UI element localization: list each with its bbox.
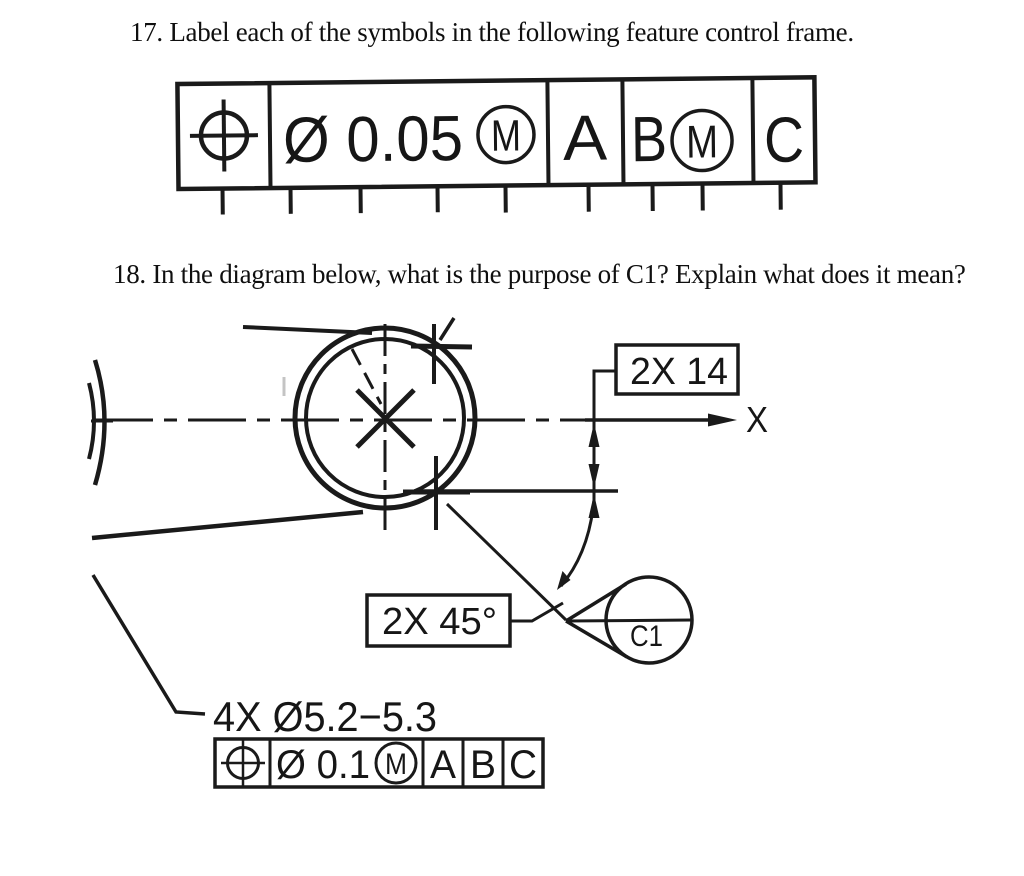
chamfer-dim-leader	[510, 603, 563, 621]
fcf-bottom-datum-b: B	[470, 743, 496, 787]
fcf-top-tolerance-value: Ø 0.05	[282, 101, 476, 176]
hole-note-text: 4X Ø5.2−5.3	[213, 693, 437, 740]
fcf-top-modifier-letter: M	[490, 111, 528, 161]
feature-control-frame-top	[177, 77, 815, 216]
dim-arrowhead-up-1	[589, 423, 600, 447]
mmc-modifier-icon	[478, 106, 535, 163]
fcf-top-datum-b-modifier: M	[685, 115, 725, 168]
spacing-dim-box	[616, 345, 738, 394]
fcf-top-datum-c: C	[763, 103, 811, 176]
part-bottom-edge	[92, 512, 363, 538]
hole-note-leader	[93, 575, 205, 714]
spacing-dim-leader	[594, 371, 616, 421]
mmc-modifier-icon	[376, 743, 416, 783]
fcf-bottom-modifier-letter: M	[385, 748, 407, 781]
x-axis-arrow	[585, 414, 737, 427]
question-18-number: 18.	[113, 259, 146, 289]
spacing-dim-text: 2X 14	[630, 351, 728, 393]
fcf-bottom-tolerance-value: Ø 0.1	[276, 743, 370, 787]
mmc-modifier-icon	[672, 110, 733, 171]
hole-diagonal-dashed-line	[352, 349, 381, 404]
axis-label: X	[746, 399, 768, 440]
dim-arrowhead-up-2	[589, 494, 600, 518]
dim-arrowhead-down	[589, 464, 600, 488]
top-edge-slash	[440, 318, 454, 340]
question-17-text: Label each of the symbols in the following feature control frame.	[169, 17, 854, 47]
position-symbol-icon	[190, 99, 259, 172]
q18-diagram	[89, 318, 768, 787]
balloon-label: C1	[630, 620, 663, 653]
question-17-number: 17.	[130, 17, 163, 47]
fcf-bottom-datum-c: C	[509, 743, 537, 787]
chamfer-balloon	[566, 577, 692, 663]
fcf-bottom-datum-a: A	[430, 743, 457, 787]
feature-control-frame-bottom	[215, 739, 543, 787]
fcf-top-datum-a: A	[562, 101, 607, 174]
fcf-top-datum-b: B	[630, 102, 675, 176]
question-18-text: In the diagram below, what is the purpose of C1? Explain what does it mean?	[152, 259, 966, 289]
adjacent-hole-partial-arcs	[89, 360, 113, 485]
chamfer-dim-text: 2X 45°	[382, 601, 497, 643]
chamfer-dim-box	[367, 595, 510, 646]
position-symbol-icon	[221, 740, 265, 786]
